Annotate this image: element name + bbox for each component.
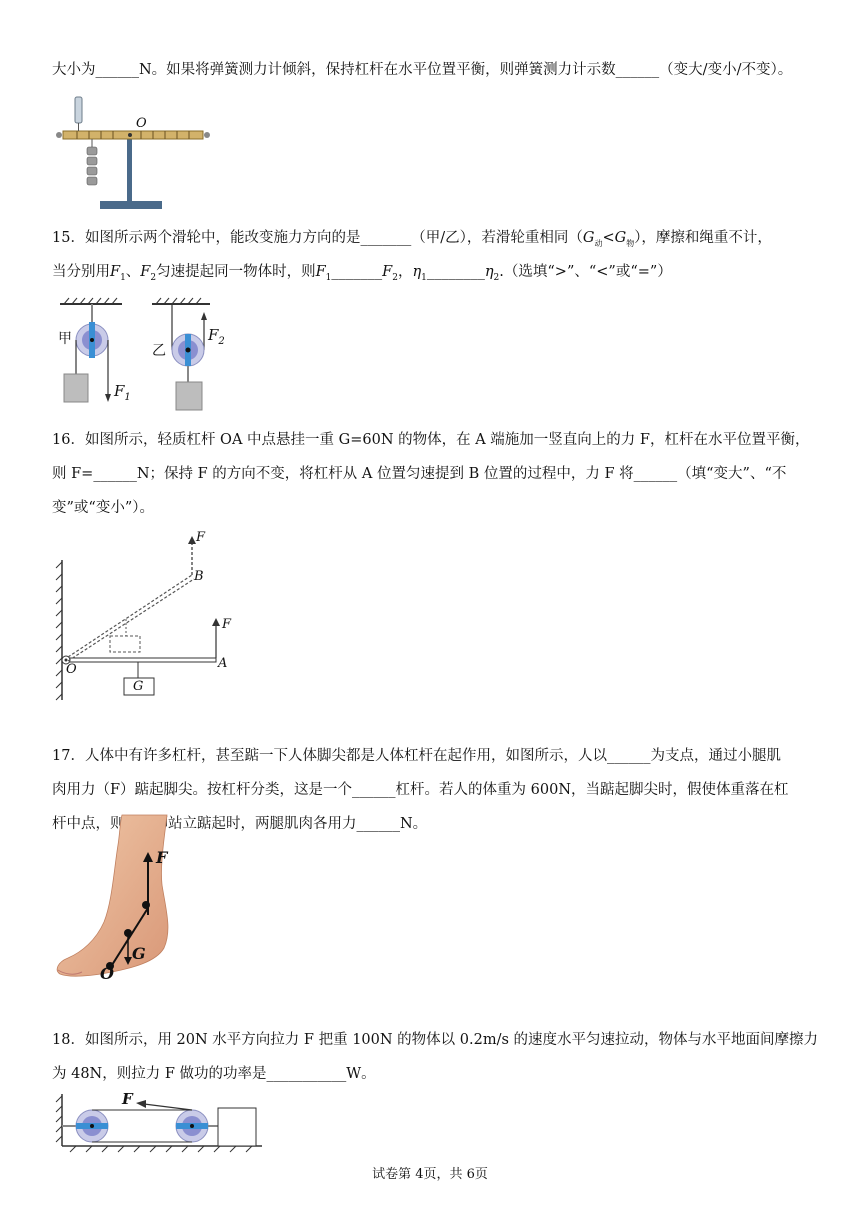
q16-line-2: 则 F=______N；保持 F 的方向不变，将杠杆从 A 位置匀速提到 B 位置的过程中，力 F 将______（填“变大”、“不 [52, 466, 787, 482]
q14-text: 大小为______N。如果将弹簧测力计倾斜，保持杠杆在水平位置平衡，则弹簧测力计示数______（变大/变小/不变）。 [52, 62, 793, 78]
q17-label-g: G [132, 944, 146, 963]
q15-label-f1: $F_1$ [114, 382, 131, 403]
q16-label-f-right: F [222, 617, 232, 632]
q15-label-jia: 甲 [58, 331, 72, 347]
lever-base [100, 201, 162, 209]
q17-line-1: 17．人体中有许多杠杆，甚至踮一下人体脚尖都是人体杠杆在起作用，如图所示，人以______为支点，通过小腿肌 [52, 748, 781, 764]
q16-label-o: O [66, 662, 77, 677]
q18-pulley-figure [52, 1090, 272, 1154]
q14-lever-figure [55, 95, 215, 215]
q15-label-yi: 乙 [152, 343, 166, 359]
lever-stand [127, 135, 132, 201]
lever-bar [63, 131, 203, 139]
page-footer: 试卷第 4页，共 6页 [372, 1167, 488, 1182]
q17-label-f: F [156, 848, 168, 867]
q16-label-a: A [218, 656, 228, 671]
q16-label-b: B [194, 569, 204, 584]
q17-foot-figure [52, 810, 192, 985]
q16-label-g: G [133, 679, 144, 694]
q18-line-1: 18．如图所示，用 20N 水平方向拉力 F 把重 100N 的物体以 0.2m/s 的速度水平匀速拉动，物体与水平地面间摩擦力 [52, 1032, 819, 1048]
q17-line-3: 杆中点，则人双脚站立踮起时，两腿肌肉各用力______N。 [52, 816, 428, 832]
q16-line-3: 变”或“变小”）。 [52, 500, 154, 516]
q18-line-2: 为 48N，则拉力 F 做功的功率是___________W。 [52, 1066, 376, 1082]
pulley-jia [60, 298, 122, 402]
hanging-weights [87, 147, 97, 185]
q17-line-2: 肉用力（F）踮起脚尖。按杠杆分类，这是一个______杠杆。若人的体重为 600N，当踮起脚尖时，假使体重落在杠 [52, 782, 789, 798]
q15-line-2: 当分别用$F_1$、$F_2$匀速提起同一物体时，则$F_1\_\_\_\_\_\_\_F_2$，$\eta_1\_\_\_\_\_\_\_\_\eta_2$.（选填“>”、“<”或“=”） [52, 264, 672, 283]
q16-line-1: 16．如图所示，轻质杠杆 OA 中点悬挂一重 G=60N 的物体，在 A 端施加一竖直向上的力 F，杠杆在水平位置平衡， [52, 432, 810, 448]
spring-scale [75, 97, 82, 123]
q17-label-o: O [100, 964, 114, 983]
q15-label-f2: $F_2$ [208, 326, 225, 347]
q15-pulley-figure [52, 296, 222, 414]
q15-line-1: 15．如图所示两个滑轮中，能改变施力方向的是_______（甲/乙），若滑轮重相同$(G_动<G_物)$，摩擦和绳重不计， [52, 230, 772, 248]
q14-fig-label-o: O [136, 116, 147, 131]
q16-label-f-top: F [196, 530, 206, 545]
q18-label-f: F [122, 1090, 133, 1108]
